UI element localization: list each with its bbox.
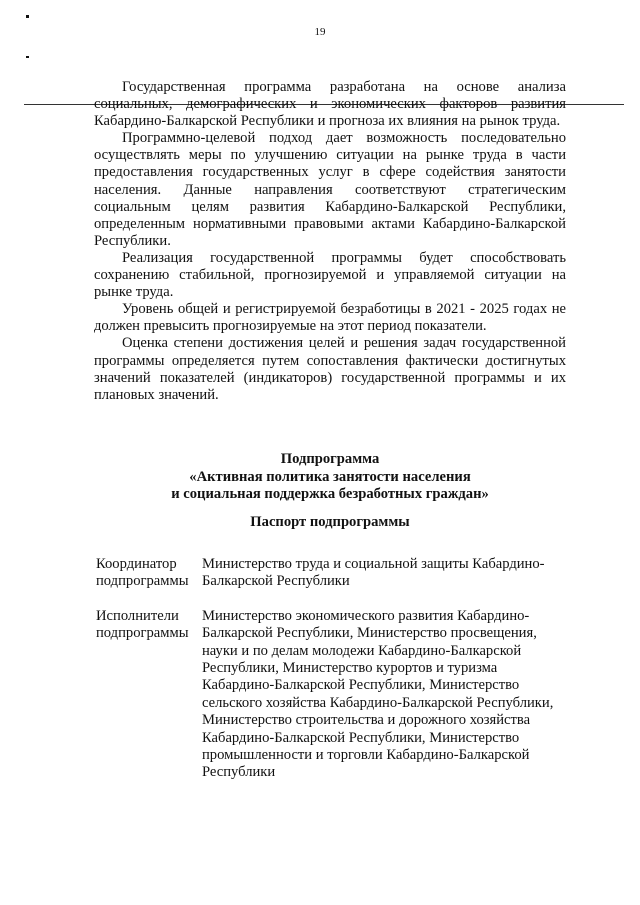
- executors-label: Исполнители подпрограммы: [96, 607, 189, 642]
- paragraph-3: Реализация государственной программы будет способствовать сохранению стабильной, прогнозируемой и управляемой ситуации на рынке труда.: [94, 249, 566, 301]
- subprogram-heading-line-3: и социальная поддержка безработных граждан»: [171, 486, 489, 502]
- coordinator-value: Министерство труда и социальной защиты Кабардино-Балкарской Республики: [202, 556, 545, 590]
- passport-table: [96, 556, 566, 782]
- subprogram-heading: [94, 451, 566, 504]
- paragraph-2: Программно-целевой подход дает возможность последовательно осуществлять меры по улучшению ситуации на рынке труда в части предоставления государственных услуг в сфере содействия занятости населения. Данные направления соответствуют стратегическим социальным целям развития Кабардино-Балкарской Республики, определенным нормативными правовыми актами Кабардино-Балкарской Республики.: [94, 130, 566, 249]
- body-text: [94, 79, 566, 404]
- executors-value: Министерство экономического развития Кабардино-Балкарской Республики, Министерство просвещения, науки и по делам молодежи Кабардино-Балкарской Республики, Министерство курортов и туризма Кабардино-Балкарской Республики, Министерство сельского хозяйства Кабардино-Балкарской Республики, Министерство строительства и дорожного хозяйства Кабардино-Балкарской Республики, Министерство промышленности и торговли Кабардино-Балкарской Республики: [202, 607, 554, 781]
- passport-row-coordinator: [96, 556, 566, 591]
- scan-mark-bottom: [26, 56, 29, 58]
- passport-row-executors: [96, 608, 566, 782]
- subprogram-heading-line-1: Подпрограмма: [280, 451, 380, 467]
- paragraph-5: Оценка степени достижения целей и решения задач государственной программы определяется путем сопоставления фактически достигнутых значений показателей (индикаторов) государственной программы и их плановых значений.: [94, 335, 566, 403]
- paragraph-1: Государственная программа разработана на основе анализа социальных, демографических и экономических факторов развития Кабардино-Балкарской Республики и прогноза их влияния на рынок труда.: [94, 79, 566, 130]
- page-number: 19: [314, 26, 326, 38]
- passport-row-spacer: [96, 591, 566, 608]
- paragraph-4: Уровень общей и регистрируемой безработицы в 2021 - 2025 годах не должен превысить прогнозируемые на этот период показатели.: [94, 301, 566, 335]
- passport-title: Паспорт подпрограммы: [250, 514, 410, 530]
- scan-mark-top: [26, 15, 29, 18]
- subprogram-heading-line-2: «Активная политика занятости населения: [189, 468, 471, 485]
- coordinator-label: Координатор подпрограммы: [96, 556, 189, 590]
